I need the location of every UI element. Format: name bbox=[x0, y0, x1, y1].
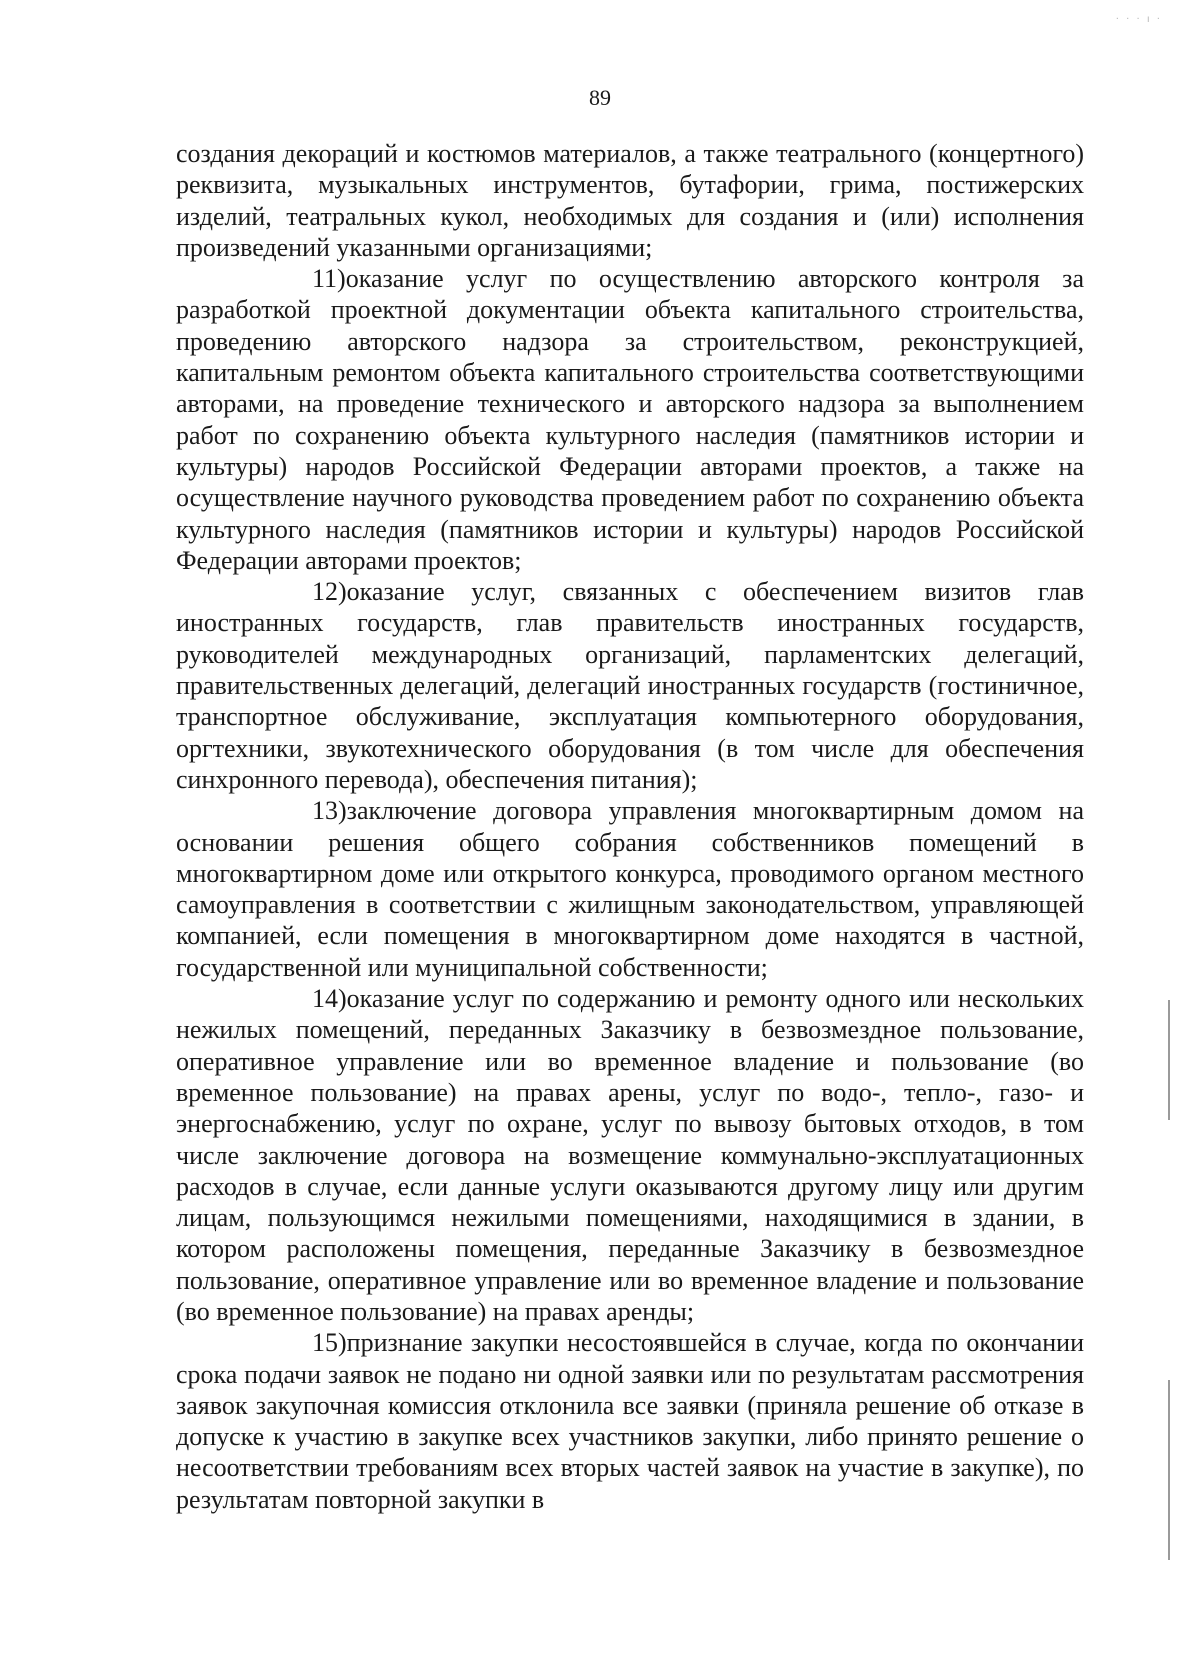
scan-edge-mark bbox=[1168, 1380, 1170, 1560]
item-text: оказание услуг, связанных с обеспечением визитов глав иностранных государств, глав правительств иностранных государств, руководителей международных организаций, парламентских делегаций, правительственных делегаций, делегаций иностранных государств (гостиничное, транспортное обслуживание, эксплуатация компьютерного оборудования, оргтехники, звукотехнического оборудования (в том числе для обеспечения синхронного перевода), обеспечения питания); bbox=[176, 577, 1084, 794]
item-number: 13) bbox=[312, 796, 347, 826]
list-item-13 bbox=[176, 795, 1084, 983]
paragraph-continuation: создания декораций и костюмов материалов, а также театрального (концертного) реквизита, музыкальных инструментов, бутафории, грима, постижерских изделий, театральных кукол, необходимых для создания и (или) исполнения произведений указанными организациями; bbox=[176, 139, 1084, 262]
scan-edge-mark bbox=[1168, 1000, 1170, 1120]
body-text bbox=[176, 138, 1084, 1515]
page-number: 89 bbox=[589, 85, 611, 110]
list-item-11 bbox=[176, 263, 1084, 576]
list-item-15 bbox=[176, 1327, 1084, 1515]
item-number: 14) bbox=[312, 984, 347, 1014]
item-text: оказание услуг по осуществлению авторского контроля за разработкой проектной документации объекта капитального строительства, проведению авторского надзора за строительством, реконструкцией, капитальным ремонтом объекта капитального строительства соответствующими авторами, на проведение технического и авторского надзора за выполнением работ по сохранению объекта культурного наследия (памятников истории и культуры) народов Российской Федерации авторами проектов, а также на осуществление научного руководства проведением работ по сохранению объекта культурного наследия (памятников истории и культуры) народов Российской Федерации авторами проектов; bbox=[176, 264, 1084, 575]
item-number: 15) bbox=[312, 1328, 347, 1358]
item-number: 12) bbox=[312, 577, 347, 607]
item-text: заключение договора управления многоквартирным домом на основании решения общего собрания собственников помещений в многоквартирном доме или открытого конкурса, проводимого органом местного самоуправления в соответствии с жилищным законодательством, управляющей компанией, если помещения в многоквартирном доме находятся в частной, государственной или муниципальной собственности; bbox=[176, 796, 1084, 982]
list-item-14 bbox=[176, 983, 1084, 1327]
list-item-12 bbox=[176, 576, 1084, 795]
item-number: 11) bbox=[312, 264, 346, 294]
scan-artifact: · · · ı · bbox=[1115, 14, 1162, 25]
item-text: оказание услуг по содержанию и ремонту одного или нескольких нежилых помещений, переданных Заказчику в безвозмездное пользование, оперативное управление или во временное владение и пользование (во временное пользование) на правах арены, услуг по водо-, тепло-, газо- и энергоснабжению, услуг по охране, услуг по вывозу бытовых отходов, в том числе заключение договора на возмещение коммунально-эксплуатационных расходов в случае, если данные услуги оказываются другому лицу или другим лицам, пользующимся нежилыми помещениями, находящимися в здании, в котором расположены помещения, переданные Заказчику в безвозмездное пользование, оперативное управление или во временное владение и пользование (во временное пользование) на правах аренды; bbox=[176, 984, 1084, 1326]
item-text: признание закупки несостоявшейся в случае, когда по окончании срока подачи заявок не подано ни одной заявки или по результатам рассмотрения заявок закупочная комиссия отклонила все заявки (приняла решение об отказе в допуске к участию в закупке всех участников закупки, либо принято решение о несоответствии требованиям всех вторых частей заявок на участие в закупке), по результатам повторной закупки в bbox=[176, 1328, 1084, 1514]
